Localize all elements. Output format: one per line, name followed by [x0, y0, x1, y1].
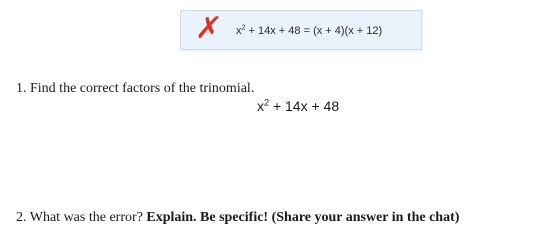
question-2-prefix: 2. What was the error?: [16, 210, 147, 225]
wrong-x-icon: ✗: [193, 11, 224, 46]
incorrect-lhs-base: x: [236, 25, 242, 37]
trinomial-exponent: 2: [264, 97, 270, 108]
question-2-instruction: Explain. Be specific! (Share your answer in the chat): [146, 210, 460, 225]
trinomial-expression: [257, 97, 339, 115]
question-2: [16, 209, 459, 227]
incorrect-factorization: [236, 24, 382, 38]
trinomial-rest: + 14x + 48: [269, 98, 340, 114]
question-1: 1. Find the correct factors of the trinomial.: [16, 81, 255, 96]
trinomial-base: x: [257, 98, 264, 114]
incorrect-equation-rest: + 14x + 48 = (x + 4)(x + 12): [245, 25, 383, 37]
incorrect-lhs-exponent: 2: [241, 23, 246, 32]
